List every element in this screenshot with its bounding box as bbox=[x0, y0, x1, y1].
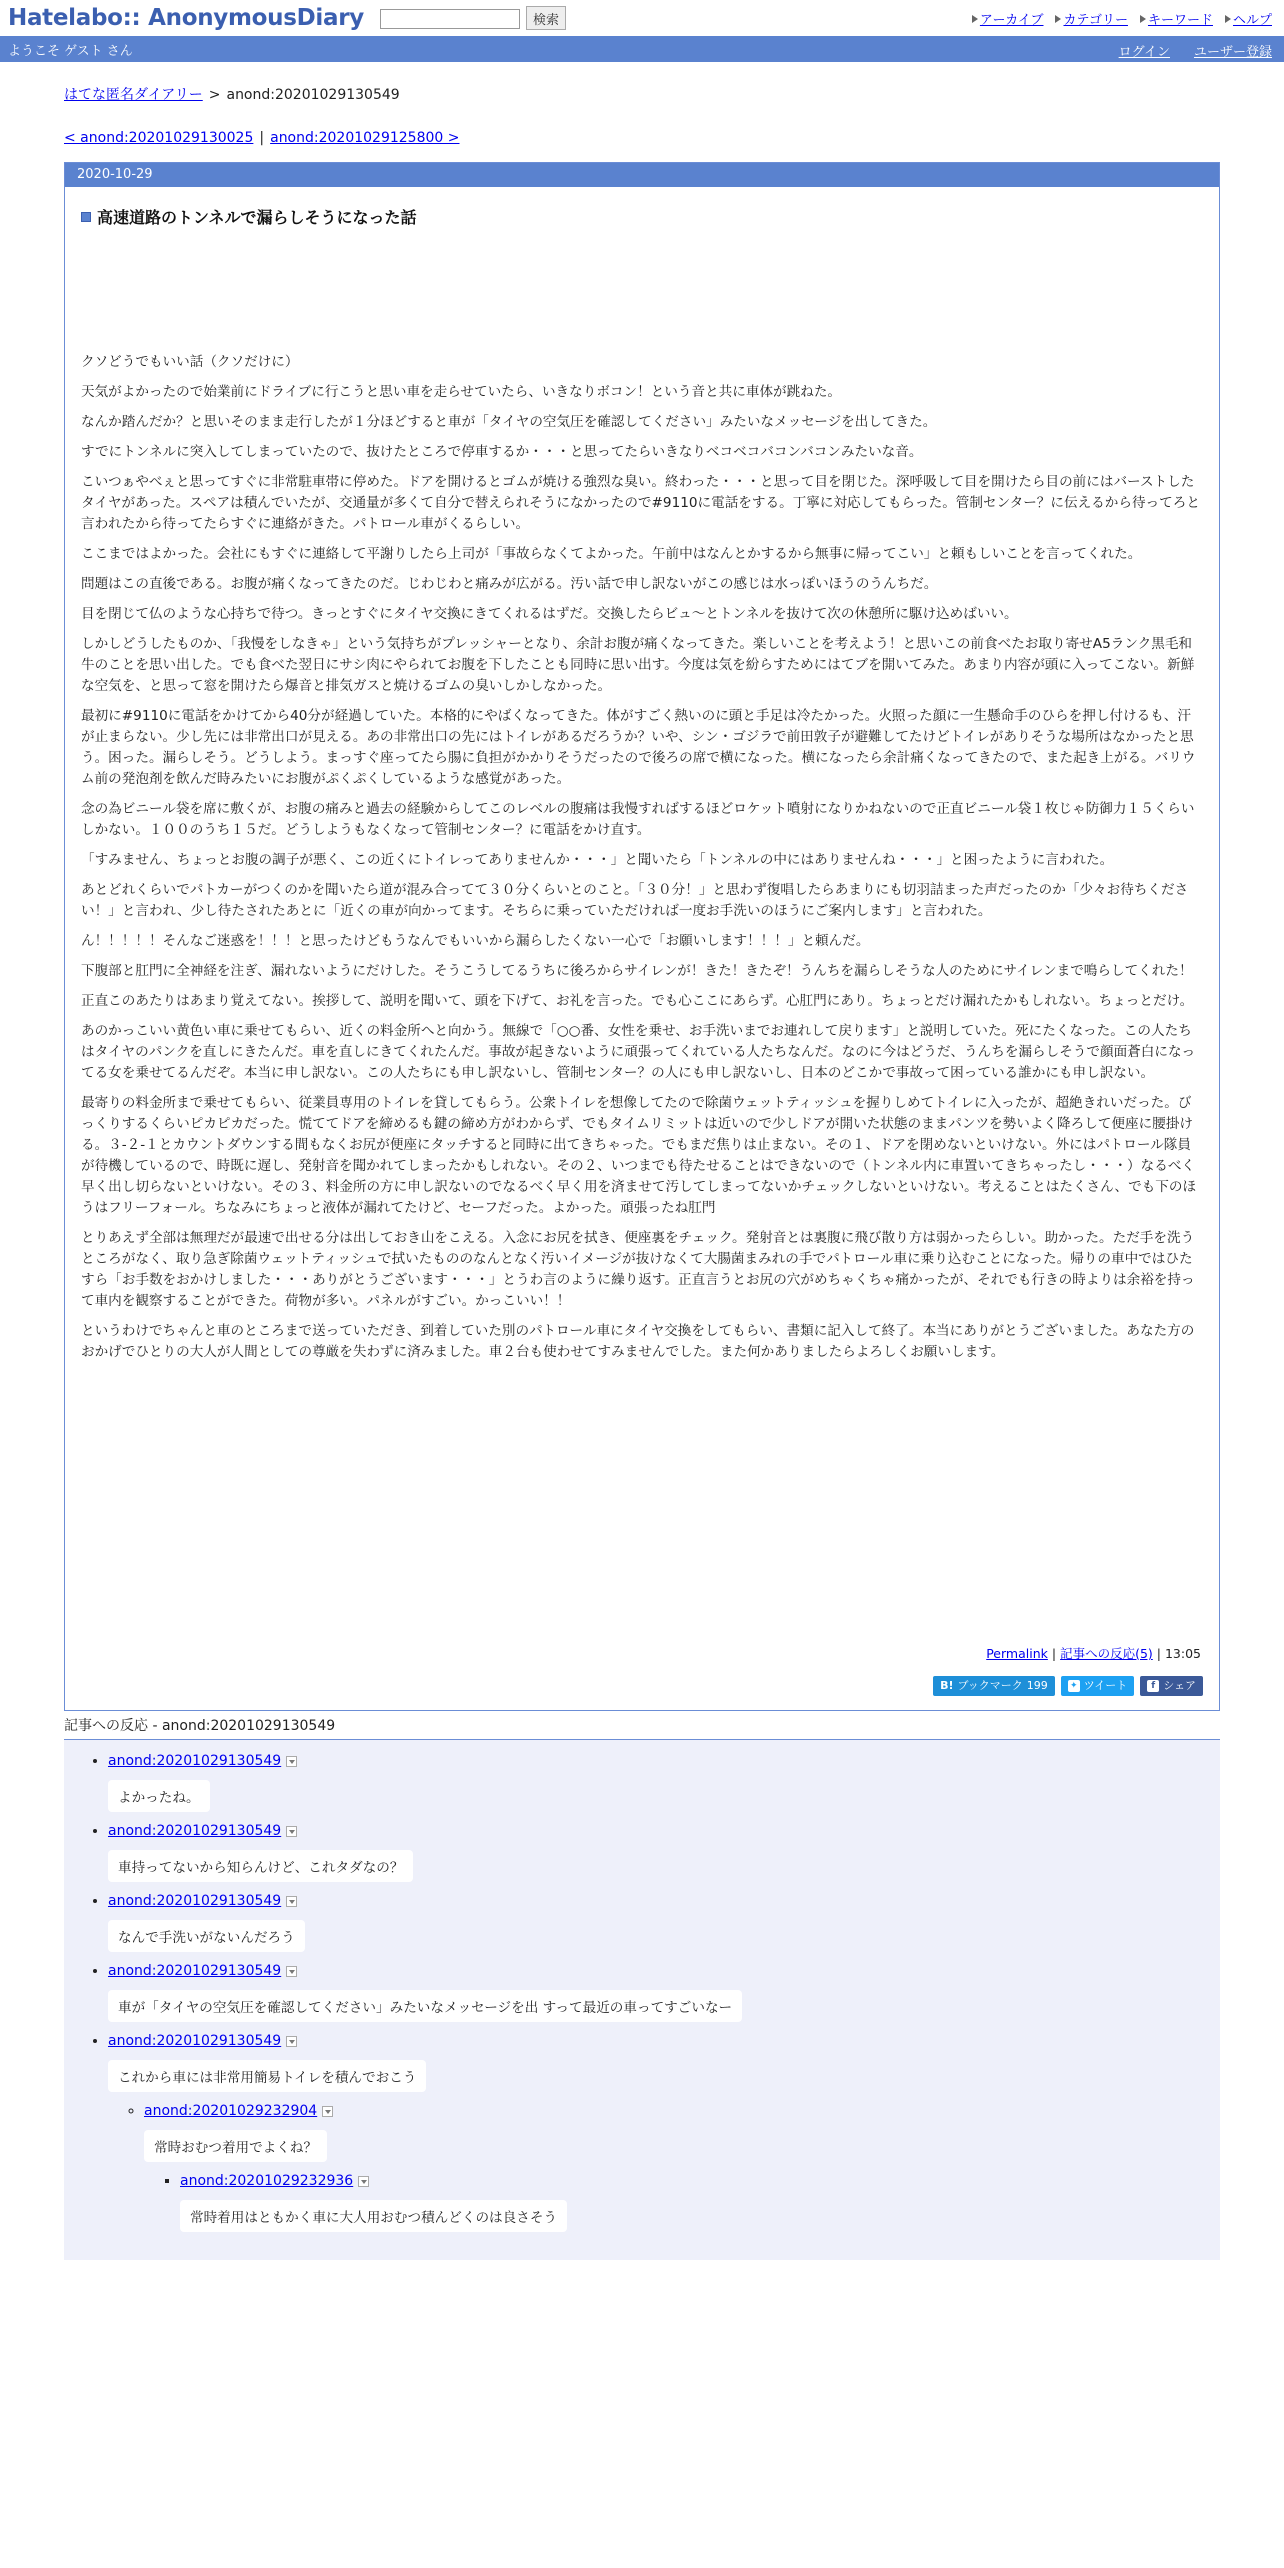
next-entry-link[interactable]: anond:20201029125800 > bbox=[270, 130, 460, 146]
entry-spacer bbox=[81, 1372, 1203, 1644]
nav-category[interactable] bbox=[1055, 9, 1127, 28]
share-row bbox=[81, 1676, 1203, 1696]
entry-paragraph: 「すみません、ちょっとお腹の調子が悪く、この近くにトイレってありませんか・・・」と聞いたら「トンネルの中にはありませんね・・・」と困ったように言われた。 bbox=[81, 852, 1114, 868]
response-item bbox=[108, 2030, 1220, 2232]
response-link[interactable]: ◦ anond:20201029232904 bbox=[144, 2103, 318, 2119]
entry-paragraph: 念の為ビニール袋を席に敷くが、お腹の痛みと過去の経験からしてこのレベルの腹痛は我慢すればするほどロケット噴射になりかねないので正直ビニール袋１枚じゃ防御力１５くらいしかない。１００のうち１５だ。どうしようもなくなって管制センター？に電話をかけ直す。 bbox=[81, 801, 1195, 838]
entry-paragraph: あとどれくらいでパトカーがつくのかを聞いたら道が混み合ってて３０分くらいとのこと。「３０分！」と思わず復唱したらあまりにも切羽詰まった声だったのか「少々お待ちください！」と言われ、少し待たされたあとに「近くの車が向かってます。そちらに乗っていただければ一度お手洗いのほうにご案内します」と言われた。 bbox=[81, 882, 1189, 919]
entry-paragraph: 天気がよかったので始業前にドライブに行こうと思い車を走らせていたら、いきなりボコン！という音と共に車体が跳ねた。 bbox=[81, 384, 842, 400]
response-excerpt: 常時おむつ着用でよくね？ bbox=[144, 2130, 327, 2162]
response-item bbox=[108, 1890, 1220, 1952]
pager bbox=[64, 130, 1284, 146]
register-link[interactable]: ユーザー登録 bbox=[1193, 45, 1272, 60]
facebook-share-button[interactable] bbox=[1140, 1676, 1203, 1696]
entry-body bbox=[81, 352, 1203, 1363]
entry-paragraph: ここまではよかった。会社にもすぐに連絡して平謝りしたら上司が「事故らなくてよかった。午前中はなんとかするから無事に帰ってこい」と頼もしいことを言ってくれた。 bbox=[81, 546, 1142, 562]
entry-paragraph: 下腹部と肛門に全神経を注ぎ、漏れないようにだけした。そうこうしてるうちに後ろからサイレンが！きた！きたぞ！うんちを漏らしそうな人のためにサイレンまで鳴らしてくれた！ bbox=[81, 963, 1193, 979]
responses-title: 記事への反応 - anond:20201029130549 bbox=[64, 1715, 1220, 1740]
site-header bbox=[0, 0, 1284, 36]
chevron-down-icon[interactable] bbox=[286, 1966, 297, 1977]
nested-response-item bbox=[180, 2170, 1220, 2232]
entry-paragraph: クソどうでもいい話（クソだけに） bbox=[81, 354, 299, 370]
nav-keyword-link[interactable]: キーワード bbox=[1147, 13, 1213, 28]
tweet-button[interactable] bbox=[1061, 1676, 1134, 1696]
response-excerpt: よかったね。 bbox=[108, 1780, 210, 1812]
day-date: 2020-10-29 bbox=[65, 163, 1219, 187]
entry-paragraph: 問題はこの直後である。お腹が痛くなってきたのだ。じわじわと痛みが広がる。汚い話で申し訳ないがこの感じは水っぽいほうのうんちだ。 bbox=[81, 576, 938, 592]
chevron-down-icon[interactable] bbox=[286, 1756, 297, 1767]
entry-paragraph: しかしどうしたものか、「我慢をしなきゃ」という気持ちがプレッシャーとなり、余計お腹が痛くなってきた。楽しいことを考えよう！と思いこの前食べたお取り寄せA5ランク黒毛和牛のことを思い出した。でも食べた翌日にサシ肉にやられてお腹を下したことも同時に思い出す。今度は気を紛らすためにはてブを開いてみた。あまり内容が頭に入ってこない。新鮮な空気を、と思って窓を開けたら爆音と排気ガスと焼けるゴムの臭いしかしなかった。 bbox=[81, 636, 1195, 694]
square-bullet-icon[interactable] bbox=[81, 212, 91, 222]
diary-day bbox=[64, 162, 1220, 1711]
search-input[interactable] bbox=[380, 9, 520, 29]
chevron-down-icon[interactable] bbox=[286, 2036, 297, 2047]
breadcrumb-current: anond:20201029130549 bbox=[226, 87, 400, 103]
response-link[interactable]: • anond:20201029130549 bbox=[108, 1893, 282, 1909]
chevron-down-icon[interactable] bbox=[358, 2176, 369, 2187]
response-item bbox=[108, 1960, 1220, 2022]
bookmark-count: 199 bbox=[1026, 1679, 1048, 1692]
share-label: シェア bbox=[1163, 1679, 1196, 1692]
login-link[interactable]: ログイン bbox=[1118, 45, 1170, 60]
response-link[interactable]: • anond:20201029130549 bbox=[108, 1823, 282, 1839]
nav-help-link[interactable]: ヘルプ bbox=[1232, 13, 1272, 28]
entry-paragraph: なんか踏んだか？と思いそのまま走行したが１分ほどすると車が「タイヤの空気圧を確認してください」みたいなメッセージを出してきた。 bbox=[81, 414, 937, 430]
responses-list bbox=[64, 1740, 1220, 2260]
triangle-right-icon bbox=[1225, 15, 1231, 23]
triangle-right-icon bbox=[1140, 15, 1146, 23]
response-link[interactable]: • anond:20201029130549 bbox=[108, 1753, 282, 1769]
bookmark-label: ブックマーク bbox=[957, 1679, 1023, 1692]
response-excerpt: 車持ってないから知らんけど、これタダなの？ bbox=[108, 1850, 413, 1882]
footer-separator: | bbox=[1156, 1646, 1161, 1661]
permalink-link[interactable]: Permalink bbox=[986, 1646, 1048, 1661]
entry-title: 高速道路のトンネルで漏らしそうになった話 bbox=[97, 208, 417, 227]
search-button[interactable]: 検索 bbox=[526, 6, 566, 30]
nav-archive[interactable] bbox=[972, 9, 1044, 28]
response-link[interactable]: • anond:20201029130549 bbox=[108, 1963, 282, 1979]
response-excerpt: 車が「タイヤの空気圧を確認してください」みたいなメッセージを出 すって最近の車ってすごいなー bbox=[108, 1990, 742, 2022]
response-link[interactable]: • anond:20201029130549 bbox=[108, 2033, 282, 2049]
entry-paragraph: というわけでちゃんと車のところまで送っていただき、到着していた別のパトロール車にタイヤ交換をしてもらい、書類に記入して終了。本当にありがとうございました。あなた方のおかげでひとりの大人が人間としての尊厳を失わずに済みました。車２台も使わせてすみませんでした。また何かありましたらよろしくお願いします。 bbox=[81, 1323, 1195, 1360]
top-nav bbox=[972, 9, 1272, 28]
nav-keyword[interactable] bbox=[1140, 9, 1213, 28]
response-item bbox=[108, 1750, 1220, 1812]
entry-paragraph: 最寄りの料金所まで乗せてもらい、従業員専用のトイレを貸してもらう。公衆トイレを想像してたので除菌ウェットティッシュを握りしめてトイレに入ったが、超絶きれいだった。びっくりするくらいピカピカだった。慌ててドアを締めるも鍵の締め方がわからず、でもタイムリミットは近いので少しドアが開いた状態のままパンツを勢いよく降ろして便座に腰掛ける。３-２-１とカウントダウンする間もなくお尻が便座にタッチすると同時に出てきちゃった。でもまだ焦りは止まない。その１、ドアを閉めないといけない。外にはパトロール隊員が待機しているので、時既に遅し、発射音を聞かれてしまったかもしれない。その２、いつまでも待たせることはできないので（トンネル内に車置いてきちゃったし・・・）なるべく早く出し切らないといけない。その３、料金所の方に申し訳ないのでなるべく早く用を済ませて汚してしまってないかチェックしないといけない。考えることはたくさん、でも下のほうはフリーフォール。ちなみにちょっと液体が漏れてたけど、セーフだった。よかった。頑張ったね肛門 bbox=[81, 1095, 1197, 1216]
chevron-down-icon[interactable] bbox=[286, 1826, 297, 1837]
nav-archive-link[interactable]: アーカイブ bbox=[979, 13, 1044, 28]
twitter-bird-icon: ✦ bbox=[1068, 1680, 1080, 1692]
response-item bbox=[108, 1820, 1220, 1882]
entry-paragraph: 目を閉じて仏のような心持ちで待つ。きっとすぐにタイヤ交換にきてくれるはずだ。交換したらビュ〜とトンネルを抜けて次の休憩所に駆け込めばいい。 bbox=[81, 606, 1018, 622]
triangle-right-icon bbox=[1055, 15, 1061, 23]
welcome-text: ようこそ ゲスト さん bbox=[8, 43, 133, 59]
footer-separator: | bbox=[1051, 1646, 1057, 1661]
nav-help[interactable] bbox=[1225, 9, 1272, 28]
facebook-icon: f bbox=[1147, 1680, 1159, 1692]
entry-paragraph: すでにトンネルに突入してしまっていたので、抜けたところで停車するか・・・と思ってたらいきなりベコベコバコンバコンみたいな音。 bbox=[81, 444, 923, 460]
chevron-down-icon[interactable] bbox=[322, 2106, 333, 2117]
breadcrumb-separator: > bbox=[208, 87, 221, 103]
triangle-right-icon bbox=[972, 15, 978, 23]
hatena-bookmark-button[interactable] bbox=[933, 1676, 1055, 1696]
breadcrumb-home-link[interactable]: はてな匿名ダイアリー bbox=[64, 87, 203, 103]
prev-entry-link[interactable]: < anond:20201029130025 bbox=[64, 130, 254, 146]
hatena-bookmark-icon: B! bbox=[940, 1679, 954, 1692]
entry-footer bbox=[81, 1644, 1203, 1662]
chevron-down-icon[interactable] bbox=[286, 1896, 297, 1907]
entry-paragraph: 最初に#9110に電話をかけてから40分が経過していた。本格的にやばくなってきた。体がすごく熱いのに頭と手足は冷たかった。火照った顔に一生懸命手のひらを押し付けるも、汗が止まらない。少し先には非常出口が見える。あの非常出口の先にはトイレがあるだろうか？いや、シン・ゴジラで前田敦子が避難してたけどトイレがありそうな場所はなかったと思う。困った。漏らしそう。どうしよう。まっすぐ座ってたら腸に負担がかかりそうだったので後ろの席で横になった。横になったら余計痛くなってきたので、また起き上がる。バリウム前の発泡剤を飲んだ時みたいにお腹がぷくぷくしているような感覚があった。 bbox=[81, 708, 1196, 787]
entry-paragraph: ん！！！！！そんなご迷惑を！！！と思ったけどもうなんでもいいから漏らしたくない一心で「お願いします！！！」と頼んだ。 bbox=[81, 933, 870, 949]
nested-response-item bbox=[144, 2100, 1220, 2232]
entry-paragraph: あのかっこいい黄色い車に乗せてもらい、近くの料金所へと向かう。無線で「○○番、女性を乗せ、お手洗いまでお連れして戻ります」と説明していた。死にたくなった。この人たちはタイヤのパンクを直しにきたんだ。車を直しにきてくれたんだ。事故が起きないように頑張ってくれている人たちなんだ。なのに今はどうだ、うんちを漏らしそうで顔面蒼白になってる女を乗せてるんだぞ。本当に申し訳ない。この人たちにも申し訳ないし、管制センター？の人にも申し訳ないし、日本のどこかで事故って困っている誰かにも申し訳ない。 bbox=[81, 1023, 1196, 1081]
entry-paragraph: こいつぁやべぇと思ってすぐに非常駐車帯に停めた。ドアを開けるとゴムが焼ける強烈な臭い。終わった・・・と思って目を閉じた。深呼吸して目を開けたら目の前にはバーストしたタイヤがあった。スペアは積んでいたが、交通量が多くて自分で替えられそうになかったので#9110に電話をする。丁寧に対応してもらった。管制センター？に伝えるから待ってろと言われたから待ってたらすぐに連絡がきた。パトロール車がくるらしい。 bbox=[81, 474, 1200, 532]
pager-separator: | bbox=[259, 130, 265, 146]
entry-time: 13:05 bbox=[1164, 1646, 1201, 1661]
entry-paragraph: とりあえず全部は無理だが最速で出せる分は出しておき山をこえる。入念にお尻を拭き、便座裏をチェック。発射音とは裏腹に飛び散り方は弱かったらしい。助かった。ただ手を洗うところがなく、取り急ぎ除菌ウェットティッシュで拭いたもののなんとなく汚いイメージが抜けなくて大腸菌まみれの手でパトロール車に乗り込むことになった。帰りの車中ではひたすら「お手数をおかけしました・・・ありがとうございます・・・」とうわ言のように繰り返す。正直言うとお尻の穴がめちゃくちゃ痛かったが、それでも行きの時よりは余裕を持って車内を観察することができた。荷物が多い。パネルがすごい。かっこいい！！ bbox=[81, 1230, 1195, 1309]
tweet-label: ツイート bbox=[1083, 1679, 1128, 1692]
refer-link[interactable]: 記事への反応(5) bbox=[1060, 1646, 1153, 1661]
breadcrumb bbox=[64, 84, 1284, 104]
site-logo[interactable]: Hatelabo:: AnonymousDiary bbox=[8, 5, 364, 31]
nav-category-link[interactable]: カテゴリー bbox=[1063, 13, 1128, 28]
response-link[interactable]: ▪ anond:20201029232936 bbox=[180, 2173, 354, 2189]
response-excerpt: なんで手洗いがないんだろう bbox=[108, 1920, 305, 1952]
entry-section bbox=[65, 187, 1219, 1696]
user-bar bbox=[0, 36, 1284, 62]
entry-paragraph: 正直このあたりはあまり覚えてない。挨拶して、説明を聞いて、頭を下げて、お礼を言った。でも心ここにあらず。心肛門にあり。ちょっとだけ漏れたかもしれない。ちょっとだけ。 bbox=[81, 993, 1194, 1009]
response-excerpt: これから車には非常用簡易トイレを積んでおこう bbox=[108, 2060, 426, 2092]
entry-title-row bbox=[81, 205, 1203, 228]
response-excerpt: 常時着用はともかく車に大人用おむつ積んどくのは良さそう bbox=[180, 2200, 567, 2232]
